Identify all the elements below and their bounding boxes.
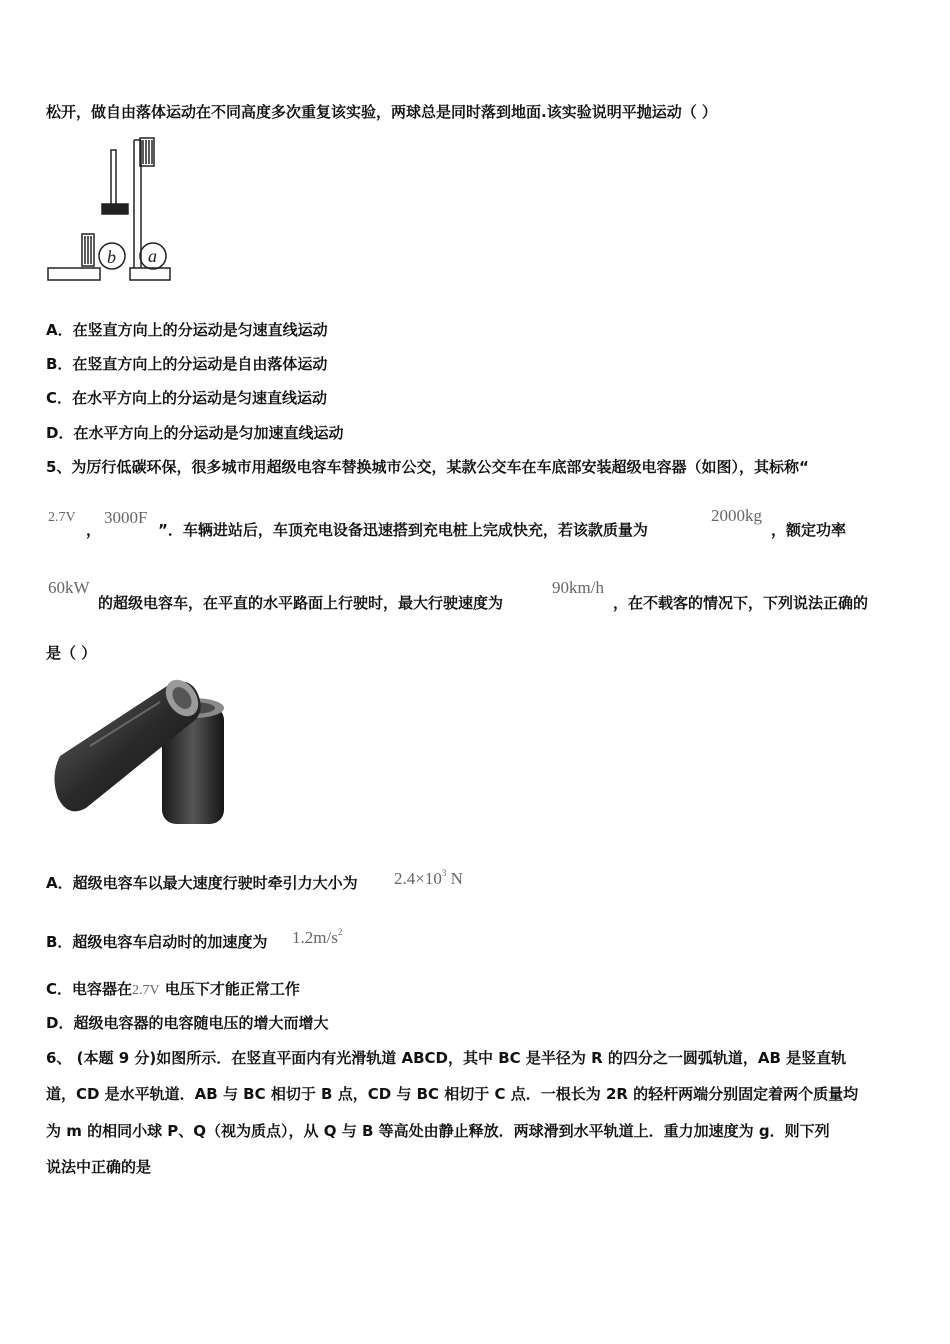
- q5-line-1: 5、为厉行低碳环保，很多城市用超级电容车替换城市公交，某款公交车在车底部安装超级电容器（如图），其标称“: [46, 458, 809, 476]
- supercapacitor-photo: [50, 676, 235, 836]
- q5-line-2-text: ”．车辆进站后，车顶充电设备迅速搭到充电桩上完成快充，若该款质量为: [158, 521, 648, 539]
- q5-line-2-tail: ，额定功率: [771, 521, 847, 539]
- q5-line-3-text: 的超级电容车，在平直的水平路面上行驶时，最大行驶速度为: [98, 594, 504, 612]
- q6-line-4: 说法中正确的是: [46, 1158, 152, 1176]
- q4-option-a: A．在竖直方向上的分运动是匀速直线运动: [46, 321, 328, 339]
- q5-line-4: 是（ ）: [46, 644, 97, 662]
- q5-option-a-text: A．超级电容车以最大速度行驶时牵引力大小为: [46, 874, 358, 892]
- q6-line-2: 道，CD 是水平轨道．AB 与 BC 相切于 B 点，CD 与 BC 相切于 C 点．一根长为 2R 的轻杆两端分别固定着两个质量均: [46, 1085, 859, 1103]
- q5-option-c-post: 电压下才能正常工作: [159, 980, 300, 998]
- q5-option-d: D．超级电容器的电容随电压的增大而增大: [46, 1014, 329, 1032]
- q4-option-b: B．在竖直方向上的分运动是自由落体运动: [46, 355, 328, 373]
- q5-line-3-tail: ，在不载客的情况下，下列说法正确的: [613, 594, 869, 612]
- q4-option-d: D．在水平方向上的分运动是匀加速直线运动: [46, 424, 344, 442]
- intro-line: 松开，做自由落体运动在不同高度多次重复该实验，两球总是同时落到地面.该实验说明平抛运动（ ）: [46, 103, 717, 121]
- ball-a-label: a: [148, 246, 157, 266]
- q5-option-c: [46, 979, 300, 1001]
- speed-value: 90km/h: [552, 578, 604, 597]
- q6-line-1: 6、 (本题 9 分)如图所示．在竖直平面内有光滑轨道 ABCD，其中 BC 是半径为 R 的四分之一圆弧轨道，AB 是竖直轨: [46, 1049, 847, 1067]
- voltage-value: 2.7V: [48, 510, 76, 525]
- q6-line-3: 为 m 的相同小球 P、Q（视为质点），从 Q 与 B 等高处由静止释放．两球滑到水平轨道上．重力加速度为 g．则下列: [46, 1122, 830, 1140]
- q5-option-b-text: B．超级电容车启动时的加速度为: [46, 933, 268, 951]
- q5-option-b: [46, 922, 906, 962]
- q5-option-c-pre: C．电容器在: [46, 980, 133, 998]
- capacitance-value: 3000F: [104, 508, 148, 527]
- power-value: 60kW: [48, 578, 90, 597]
- mass-value: 2000kg: [711, 506, 762, 525]
- acceleration-base: 1.2m/s: [292, 928, 338, 947]
- ball-b-label: b: [107, 247, 116, 267]
- force-base: 2.4×10: [394, 869, 442, 888]
- force-value: [394, 863, 463, 889]
- q4-option-c: C．在水平方向上的分运动是匀速直线运动: [46, 389, 328, 407]
- acceleration-exponent: 2: [337, 927, 343, 937]
- force-exponent: 3: [441, 868, 447, 878]
- comma: ，: [86, 521, 102, 539]
- q5-option-a: [46, 863, 906, 903]
- apparatus-figure: [46, 136, 176, 284]
- force-unit: N: [446, 869, 463, 888]
- acceleration-value: [292, 922, 342, 948]
- rated-voltage: 2.7V: [132, 983, 160, 998]
